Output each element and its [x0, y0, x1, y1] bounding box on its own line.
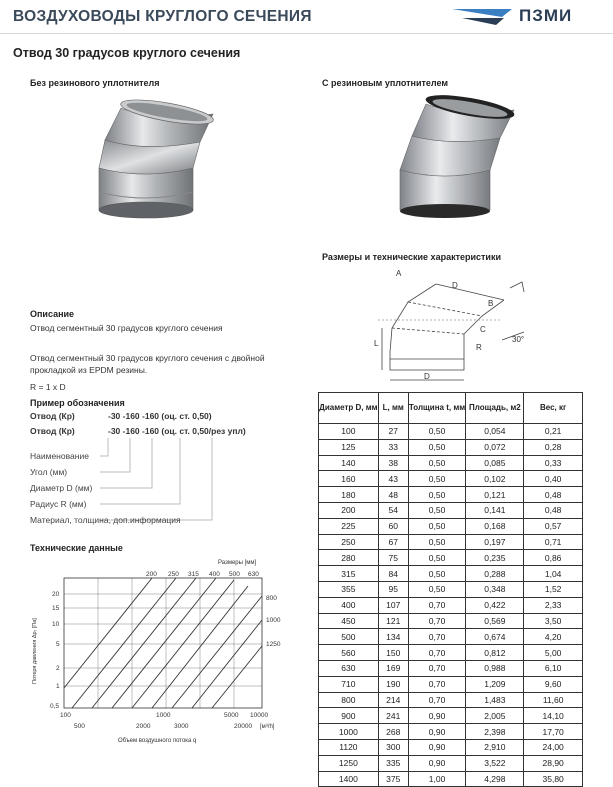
table-cell: 150 — [378, 645, 408, 661]
spec-table-header — [319, 393, 583, 424]
col-length: L, мм — [378, 393, 408, 424]
table-cell: 100 — [319, 424, 379, 440]
table-cell: 0,48 — [524, 502, 583, 518]
table-cell: 1250 — [319, 755, 379, 771]
description-line1: Отвод сегментный 30 градусов круглого сечения — [30, 323, 223, 333]
table-row — [319, 613, 583, 629]
table-cell: 0,90 — [408, 739, 466, 755]
table-row — [319, 518, 583, 534]
table-row — [319, 471, 583, 487]
table-cell: 0,50 — [408, 566, 466, 582]
table-cell: 0,197 — [466, 534, 524, 550]
col-diameter: Диаметр D, мм — [319, 393, 379, 424]
table-cell: 84 — [378, 566, 408, 582]
table-row — [319, 692, 583, 708]
table-cell: 0,50 — [408, 471, 466, 487]
chart-x-tick-10000: 10000 — [250, 712, 269, 719]
table-cell: 3,522 — [466, 755, 524, 771]
header-title: ВОЗДУХОВОДЫ КРУГЛОГО СЕЧЕНИЯ — [13, 8, 312, 25]
table-cell: 0,70 — [408, 692, 466, 708]
table-cell: 0,50 — [408, 439, 466, 455]
table-row — [319, 755, 583, 771]
spec-table — [318, 392, 583, 787]
designation-connector-lines — [100, 436, 220, 526]
table-cell: 2,398 — [466, 724, 524, 740]
dim-label-b: B — [488, 299, 494, 308]
table-cell: 3,50 — [524, 613, 583, 629]
table-cell: 190 — [378, 676, 408, 692]
table-cell: 0,121 — [466, 487, 524, 503]
table-row — [319, 534, 583, 550]
table-row — [319, 708, 583, 724]
table-cell: 1,52 — [524, 581, 583, 597]
chart-top-tick-500: 500 — [229, 571, 240, 578]
table-cell: 60 — [378, 518, 408, 534]
table-cell: 1120 — [319, 739, 379, 755]
table-cell: 800 — [319, 692, 379, 708]
table-cell: 0,90 — [408, 755, 466, 771]
table-cell: 54 — [378, 502, 408, 518]
dim-label-d-top: D — [452, 281, 458, 290]
table-cell: 121 — [378, 613, 408, 629]
table-cell: 1,04 — [524, 566, 583, 582]
chart-top-tick-630: 630 — [248, 571, 259, 578]
table-cell: 0,86 — [524, 550, 583, 566]
variant-right-label: С резиновым уплотнителем — [322, 78, 449, 88]
table-row — [319, 550, 583, 566]
table-cell: 0,70 — [408, 597, 466, 613]
chart-y-tick-5: 5 — [56, 641, 60, 648]
table-cell: 169 — [378, 660, 408, 676]
description-formula: R = 1 x D — [30, 382, 66, 392]
chart-x-label: Объем воздушного потока q — [118, 738, 197, 744]
chart-y-tick-0.5: 0,5 — [50, 703, 60, 710]
product-title: Отвод 30 градусов круглого сечения — [13, 46, 241, 60]
legend-radius: Радиус R (мм) — [30, 499, 87, 509]
table-cell: 0,71 — [524, 534, 583, 550]
table-row — [319, 739, 583, 755]
chart-x-tick-3000: 3000 — [174, 723, 189, 730]
chart-x-unit: [м³/h] — [260, 724, 275, 730]
chart-x-tick-5000: 5000 — [224, 712, 239, 719]
dim-label-a: A — [396, 269, 402, 278]
dimensions-heading: Размеры и технические характеристики — [322, 252, 502, 262]
table-cell: 2,33 — [524, 597, 583, 613]
table-cell: 0,054 — [466, 424, 524, 440]
dim-label-r: R — [476, 343, 482, 352]
table-cell: 0,50 — [408, 502, 466, 518]
description-line2b: прокладкой из EPDM резины. — [30, 365, 148, 375]
legend-material: Материал, толщина, доп.информация — [30, 515, 181, 525]
table-cell: 95 — [378, 581, 408, 597]
table-cell: 24,00 — [524, 739, 583, 755]
chart-x-tick-20000: 20000 — [234, 723, 253, 730]
chart-top-tick-250: 250 — [168, 571, 179, 578]
table-cell: 0,812 — [466, 645, 524, 661]
table-cell: 6,10 — [524, 660, 583, 676]
table-cell: 0,70 — [408, 660, 466, 676]
table-row — [319, 502, 583, 518]
description-line2a: Отвод сегментный 30 градусов круглого сечения с двойной — [30, 353, 265, 363]
col-weight: Вес, кг — [524, 393, 583, 424]
table-cell: 0,50 — [408, 581, 466, 597]
table-row — [319, 645, 583, 661]
table-cell: 0,168 — [466, 518, 524, 534]
description-heading: Описание — [30, 309, 75, 319]
table-cell: 48 — [378, 487, 408, 503]
table-cell: 0,674 — [466, 629, 524, 645]
legend-name: Наименование — [30, 451, 89, 461]
chart-y-tick-20: 20 — [52, 591, 60, 598]
table-cell: 180 — [319, 487, 379, 503]
chart-top-axis-label: Размеры [мм] — [218, 560, 257, 566]
brand-name: ПЗМИ — [519, 6, 573, 25]
legend-diameter: Диаметр D (мм) — [30, 483, 93, 493]
chart-y-tick-15: 15 — [52, 605, 60, 612]
table-cell: 225 — [319, 518, 379, 534]
table-cell: 241 — [378, 708, 408, 724]
designation-heading: Пример обозначения — [30, 398, 125, 408]
table-row — [319, 566, 583, 582]
table-cell: 5,00 — [524, 645, 583, 661]
table-cell: 0,50 — [408, 487, 466, 503]
table-cell: 0,235 — [466, 550, 524, 566]
designation-ex2-code: -30 -160 -160 (оц. ст. 0,50/рез упл) — [108, 426, 246, 436]
chart-x-tick-1000: 1000 — [156, 712, 171, 719]
table-cell: 0,50 — [408, 534, 466, 550]
table-cell: 2,910 — [466, 739, 524, 755]
table-cell: 11,60 — [524, 692, 583, 708]
table-cell: 0,072 — [466, 439, 524, 455]
table-cell: 0,422 — [466, 597, 524, 613]
table-cell: 134 — [378, 629, 408, 645]
table-cell: 630 — [319, 660, 379, 676]
table-cell: 1400 — [319, 771, 379, 787]
table-cell: 38 — [378, 455, 408, 471]
table-cell: 33 — [378, 439, 408, 455]
table-cell: 268 — [378, 724, 408, 740]
table-cell: 2,005 — [466, 708, 524, 724]
table-row — [319, 424, 583, 440]
designation-ex2-name: Отвод (Кр) — [30, 426, 75, 436]
dim-label-l: L — [374, 339, 379, 348]
table-cell: 1000 — [319, 724, 379, 740]
table-cell: 28,90 — [524, 755, 583, 771]
designation-ex1-code: -30 -160 -160 (оц. ст. 0,50) — [108, 411, 212, 421]
col-area: Площадь, м2 — [466, 393, 524, 424]
table-row — [319, 660, 583, 676]
designation-ex1-name: Отвод (Кр) — [30, 411, 75, 421]
chart-top-tick-315: 315 — [188, 571, 199, 578]
table-cell: 355 — [319, 581, 379, 597]
chart-y-tick-2: 2 — [56, 665, 60, 672]
elbow-photo-rubber — [390, 92, 520, 227]
table-cell: 0,988 — [466, 660, 524, 676]
table-cell: 0,33 — [524, 455, 583, 471]
table-cell: 0,70 — [408, 645, 466, 661]
table-cell: 0,50 — [408, 455, 466, 471]
table-cell: 0,50 — [408, 550, 466, 566]
table-cell: 0,085 — [466, 455, 524, 471]
table-row — [319, 439, 583, 455]
table-row — [319, 597, 583, 613]
table-row — [319, 724, 583, 740]
table-cell: 0,21 — [524, 424, 583, 440]
chart-x-tick-100: 100 — [60, 712, 71, 719]
table-cell: 375 — [378, 771, 408, 787]
chart-y-label: Потеря давления Δpₜ [Па] — [32, 618, 38, 684]
table-cell: 500 — [319, 629, 379, 645]
table-cell: 160 — [319, 471, 379, 487]
table-cell: 1,00 — [408, 771, 466, 787]
table-cell: 0,569 — [466, 613, 524, 629]
table-cell: 67 — [378, 534, 408, 550]
table-cell: 560 — [319, 645, 379, 661]
dim-label-c: C — [480, 325, 486, 334]
table-cell: 0,48 — [524, 487, 583, 503]
chart-top-tick-400: 400 — [209, 571, 220, 578]
table-row — [319, 455, 583, 471]
table-cell: 400 — [319, 597, 379, 613]
table-cell: 14,10 — [524, 708, 583, 724]
table-cell: 0,40 — [524, 471, 583, 487]
table-cell: 0,57 — [524, 518, 583, 534]
table-cell: 125 — [319, 439, 379, 455]
chart-right-tick-1000: 1000 — [266, 617, 281, 624]
table-cell: 4,20 — [524, 629, 583, 645]
table-row — [319, 771, 583, 787]
table-row — [319, 629, 583, 645]
table-cell: 450 — [319, 613, 379, 629]
table-cell: 0,50 — [408, 424, 466, 440]
table-row — [319, 487, 583, 503]
table-cell: 0,102 — [466, 471, 524, 487]
table-cell: 900 — [319, 708, 379, 724]
col-thickness: Толщина t, мм — [408, 393, 466, 424]
table-cell: 4,298 — [466, 771, 524, 787]
variant-left-label: Без резинового уплотнителя — [30, 78, 160, 88]
table-cell: 300 — [378, 739, 408, 755]
legend-angle: Угол (мм) — [30, 467, 68, 477]
table-cell: 0,141 — [466, 502, 524, 518]
table-cell: 35,80 — [524, 771, 583, 787]
table-cell: 200 — [319, 502, 379, 518]
table-cell: 43 — [378, 471, 408, 487]
table-row — [319, 676, 583, 692]
table-cell: 0,90 — [408, 724, 466, 740]
dimension-drawing — [352, 262, 542, 387]
chart-y-tick-10: 10 — [52, 621, 60, 628]
chart-right-tick-800: 800 — [266, 595, 277, 602]
pressure-loss-chart — [28, 556, 288, 748]
table-cell: 0,70 — [408, 676, 466, 692]
table-cell: 0,70 — [408, 613, 466, 629]
table-cell: 0,288 — [466, 566, 524, 582]
table-cell: 140 — [319, 455, 379, 471]
table-cell: 315 — [319, 566, 379, 582]
table-row — [319, 581, 583, 597]
dim-label-angle: 30° — [512, 335, 525, 344]
table-cell: 17,70 — [524, 724, 583, 740]
table-cell: 335 — [378, 755, 408, 771]
tech-heading: Технические данные — [30, 543, 123, 553]
table-cell: 0,50 — [408, 518, 466, 534]
elbow-photo-plain — [85, 92, 225, 227]
chart-x-tick-2000: 2000 — [136, 723, 151, 730]
table-cell: 9,60 — [524, 676, 583, 692]
table-cell: 75 — [378, 550, 408, 566]
table-cell: 280 — [319, 550, 379, 566]
chart-y-tick-1: 1 — [56, 683, 60, 690]
dim-label-d-bottom: D — [424, 372, 430, 381]
table-cell: 27 — [378, 424, 408, 440]
chart-right-tick-1250: 1250 — [266, 641, 281, 648]
chart-x-tick-500: 500 — [74, 723, 85, 730]
table-cell: 214 — [378, 692, 408, 708]
table-cell: 250 — [319, 534, 379, 550]
table-cell: 0,70 — [408, 629, 466, 645]
table-cell: 0,28 — [524, 439, 583, 455]
table-cell: 710 — [319, 676, 379, 692]
page-header — [0, 0, 613, 34]
table-cell: 1,483 — [466, 692, 524, 708]
table-cell: 0,348 — [466, 581, 524, 597]
table-cell: 1,209 — [466, 676, 524, 692]
chart-top-tick-200: 200 — [146, 571, 157, 578]
table-cell: 107 — [378, 597, 408, 613]
table-cell: 0,90 — [408, 708, 466, 724]
